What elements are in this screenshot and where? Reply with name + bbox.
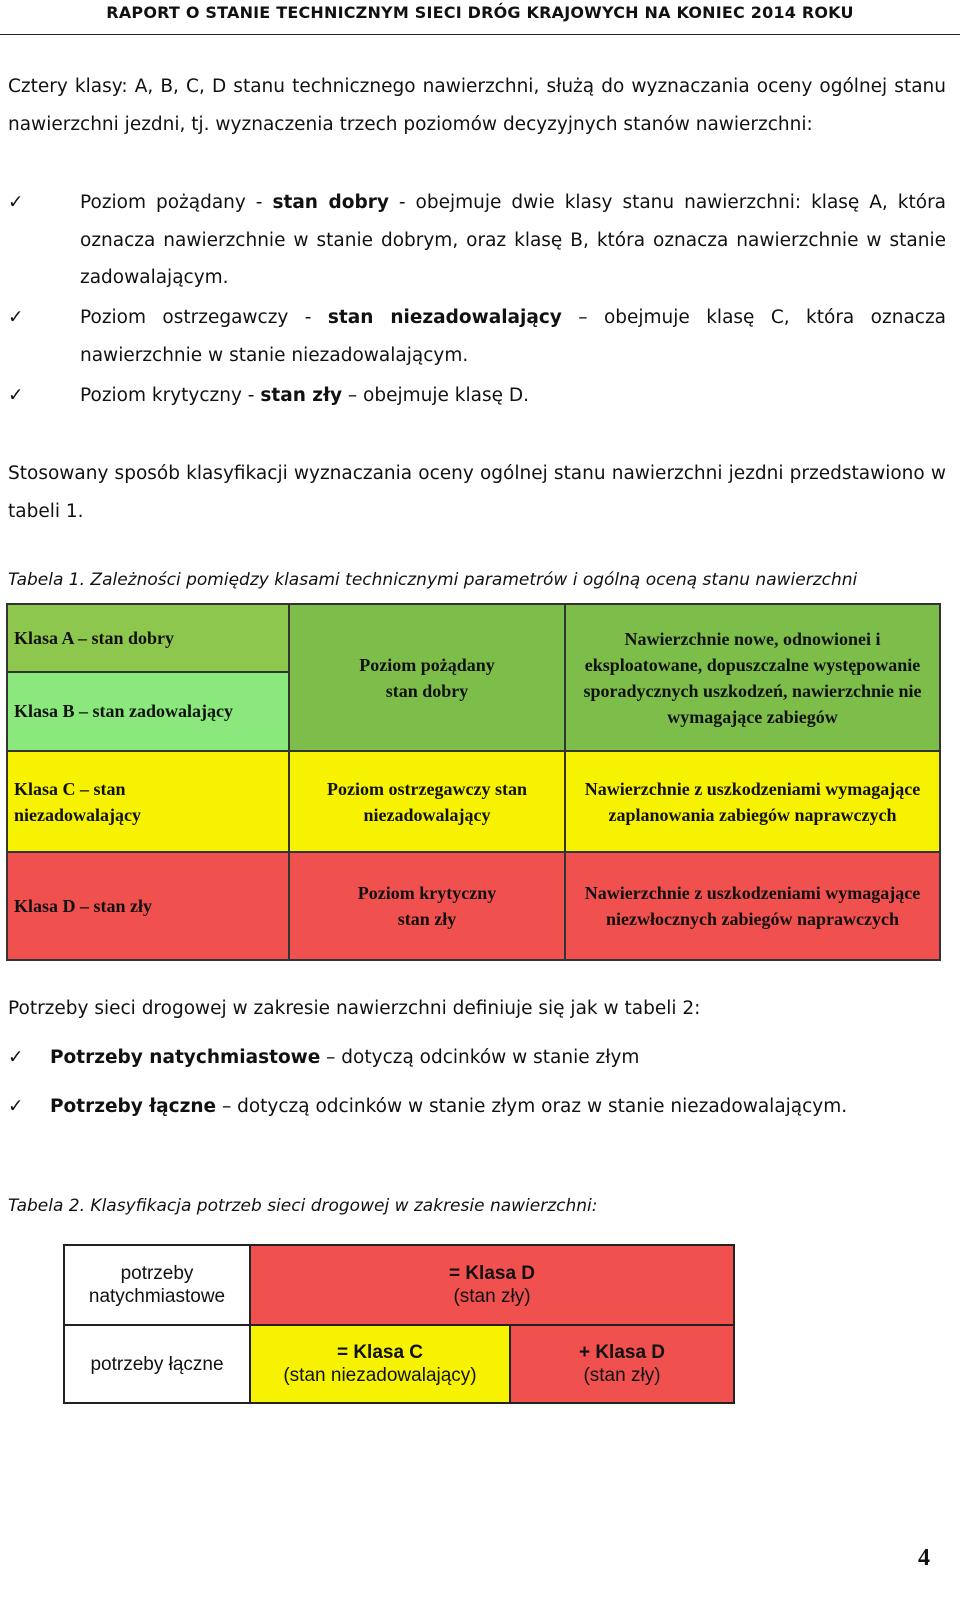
level-warn-cell (289, 751, 565, 852)
need-total-bold: Potrzeby łączne (50, 1096, 217, 1117)
total-c-value: = Klasa C (336, 1342, 424, 1363)
level-critical-bold: stan zły (260, 385, 343, 406)
need-total-post: – dotyczą odcinków w stanie złym oraz w stanie niezadowalającym. (216, 1096, 848, 1117)
checkmark-icon: ✓ (8, 1047, 24, 1068)
level-crit-text: Poziom krytyczny stan zły (357, 883, 497, 929)
total-d-cell (510, 1325, 734, 1403)
table1-caption: Tabela 1. Zależności pomiędzy klasami technicznymi parametrów i ogólną oceną stanu nawierzchni (8, 570, 858, 590)
class-c-text: Klasa C – stan niezadowalający (14, 778, 141, 825)
class-d-cell: Klasa D – stan zły (7, 852, 289, 960)
classification-table (6, 603, 941, 961)
checkmark-icon: ✓ (8, 1096, 24, 1117)
need-item-immediate (8, 1039, 946, 1077)
page-header: RAPORT O STANIE TECHNICZNYM SIECI DRÓG KRAJOWYCH NA KONIEC 2014 ROKU (0, 0, 960, 35)
needs-table (63, 1244, 735, 1404)
level-crit-cell (289, 852, 565, 960)
intro-paragraph: Cztery klasy: A, B, C, D stanu technicznego nawierzchni, służą do wyznaczania oceny ogólnej stanu nawierzchni jezdni, tj. wyznaczenia trzech poziomów decyzyjnych stanów nawierzchni: (8, 76, 946, 135)
level-warning-bold: stan niezadowalający (327, 307, 562, 328)
total-c-cell (250, 1325, 510, 1403)
table2-caption: Tabela 2. Klasyfikacja potrzeb sieci drogowej w zakresie nawierzchni: (8, 1196, 598, 1216)
needs-intro: Potrzeby sieci drogowej w zakresie nawierzchni definiuje się jak w tabeli 2: (8, 998, 701, 1019)
desc-good-cell: Nawierzchnie nowe, odnowionei i eksploatowane, dopuszczalne występowanie sporadycznych uszkodzeń, nawierzchnie nie wymagające zabiegów (565, 604, 940, 751)
page-number: 4 (918, 1545, 930, 1571)
level-good-pre: Poziom pożądany - (80, 192, 273, 213)
checkmark-icon: ✓ (8, 385, 24, 406)
class-b-cell: Klasa B – stan zadowalający (7, 672, 289, 751)
level-critical-pre: Poziom krytyczny - (80, 385, 261, 406)
desc-crit-cell: Nawierzchnie z uszkodzeniami wymagające niezwłocznych zabiegów naprawczych (565, 852, 940, 960)
level-warning-pre: Poziom ostrzegawczy - (80, 307, 328, 328)
class-a-cell: Klasa A – stan dobry (7, 604, 289, 672)
checkmark-icon: ✓ (8, 307, 24, 328)
need-item-total (8, 1088, 946, 1126)
immediate-value: = Klasa D (448, 1263, 536, 1284)
level-critical-post: – obejmuje klasę D. (342, 385, 529, 406)
level-warn-text: Poziom ostrzegawczy stan niezadowalający (327, 778, 527, 825)
level-item-good (8, 184, 946, 297)
need-immediate-bold: Potrzeby natychmiastowe (50, 1047, 321, 1068)
level-good-cell (289, 604, 565, 751)
immediate-value-cell (250, 1245, 734, 1325)
level-good-text: Poziom pożądany stan dobry (359, 654, 495, 701)
level-warning-post: – obejmuje klasę C, która oznacza nawierzchnie w stanie niezadowalającym. (80, 307, 946, 366)
immediate-sub: (stan zły) (453, 1286, 531, 1307)
level-item-critical (8, 377, 946, 415)
level-good-post: - obejmuje dwie klasy stanu nawierzchni: klasę A, która oznacza nawierzchnie w stanie dobrym, oraz klasę B, która oznacza nawierzchnie w stanie zadowalającym. (80, 192, 947, 288)
desc-warn-cell: Nawierzchnie z uszkodzeniami wymagające zaplanowania zabiegów naprawczych (565, 751, 940, 852)
checkmark-icon: ✓ (8, 192, 24, 213)
immediate-label: potrzeby natychmiastowe (88, 1263, 226, 1307)
total-d-sub: (stan zły) (583, 1365, 661, 1386)
class-c-cell (7, 751, 289, 852)
level-good-bold: stan dobry (272, 192, 389, 213)
need-immediate-post: – dotyczą odcinków w stanie złym (320, 1047, 640, 1068)
level-item-warning (8, 299, 946, 374)
total-label-cell: potrzeby łączne (64, 1325, 250, 1403)
total-c-sub: (stan niezadowalający) (283, 1365, 477, 1386)
total-d-value: + Klasa D (578, 1342, 666, 1363)
method-paragraph: Stosowany sposób klasyfikacji wyznaczania oceny ogólnej stanu nawierzchni jezdni przedstawiono w tabeli 1. (8, 463, 946, 522)
immediate-label-cell (64, 1245, 250, 1325)
